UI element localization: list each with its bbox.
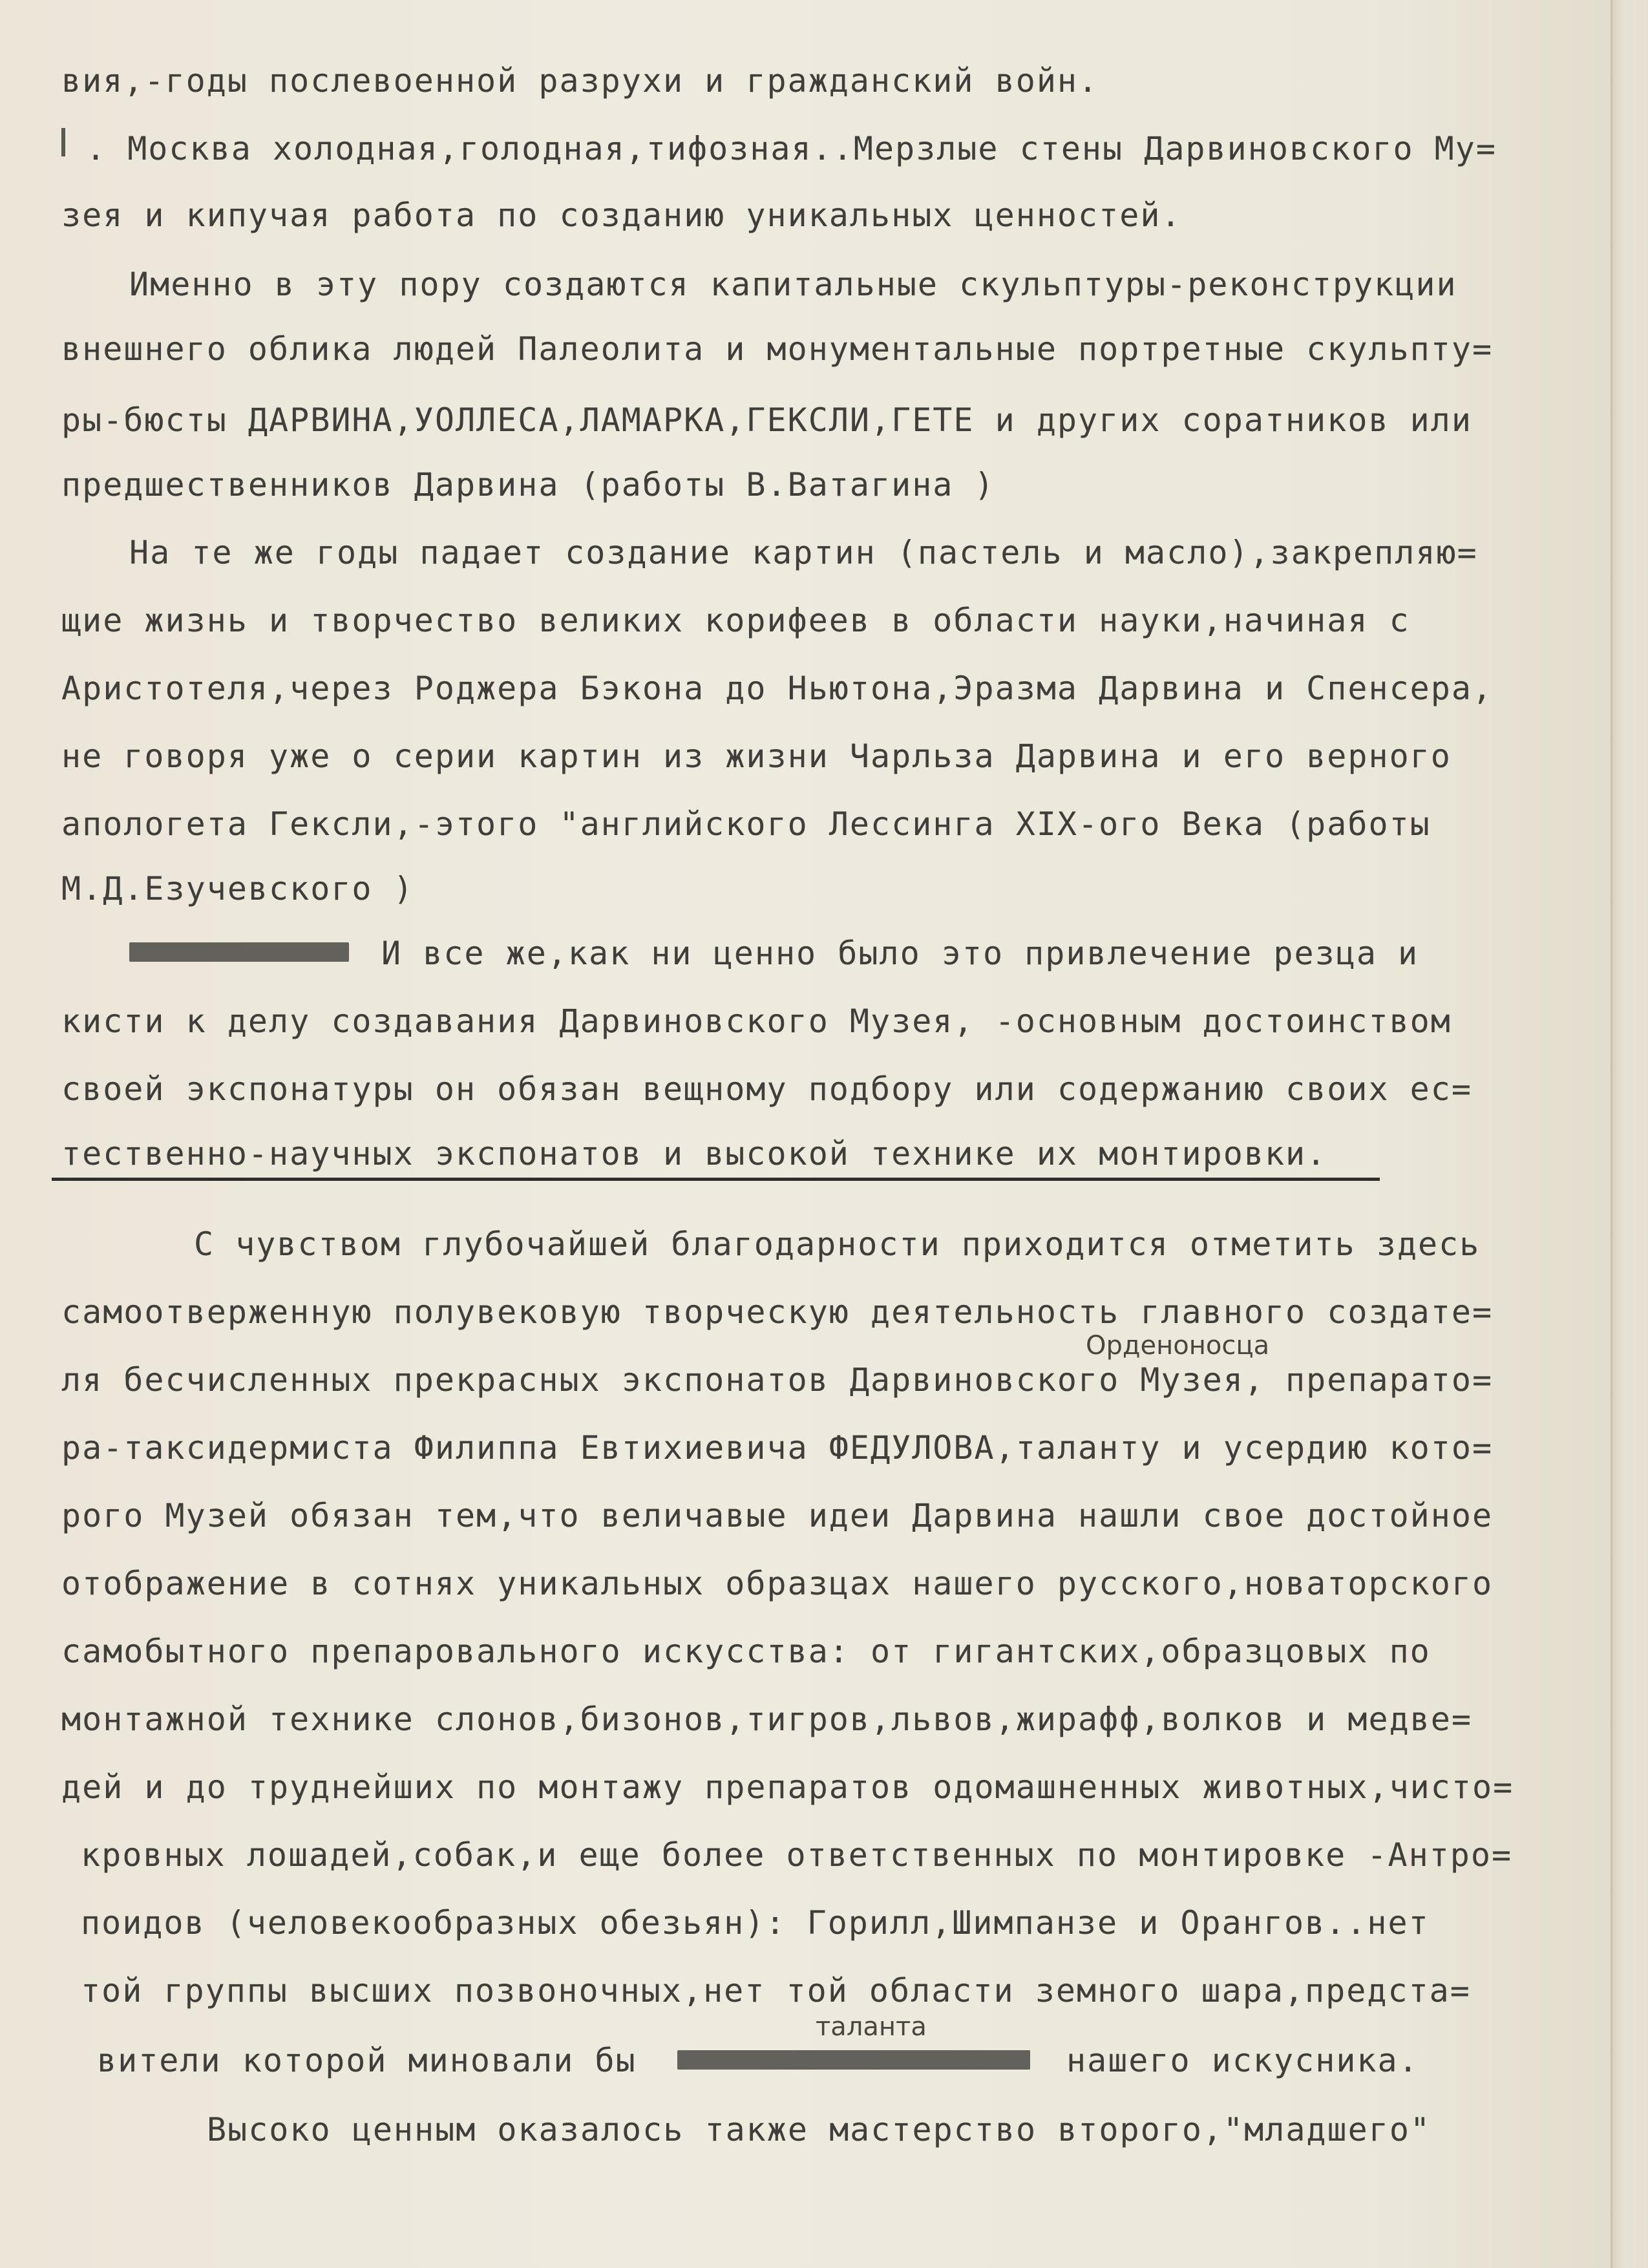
text-line-23: отображение в сотнях уникальных образцах нашего русского,новаторского — [61, 1565, 1494, 1602]
text-line-9: щие жизнь и творчество великих корифеев в области науки,начиная с — [61, 602, 1410, 639]
text-line-31: Высоко ценным оказалось также мастерство второго,"младшего" — [207, 2111, 1431, 2148]
text-line-5: внешнего облика людей Палеолита и монументальные портретные скульпту= — [61, 330, 1494, 368]
text-line-27: кровных лошадей,собак,и еще более ответственных по монтировке -Антро= — [81, 1836, 1513, 1874]
text-line-4: Именно в эту пору создаются капитальные скульптуры-реконструкции — [129, 266, 1457, 303]
text-line-26: дей и до труднейших по монтажу препаратов одомашненных животных,чисто= — [61, 1768, 1514, 1806]
text-line-30b: нашего искусника. — [1066, 2042, 1419, 2079]
text-line-10: Аристотеля,через Роджера Бэкона до Ньютона,Эразма Дарвина и Спенсера, — [61, 670, 1494, 707]
text-line-1: вия,-годы послевоенной разрухи и гражданский войн. — [61, 62, 1099, 100]
struck-out-phrase — [677, 2050, 1030, 2070]
text-line-19: самоотверженную полувековую творческую деятельность главного создате= — [61, 1293, 1494, 1331]
text-line-8: На те же годы падает создание картин (пастель и масло),закрепляю= — [129, 534, 1478, 571]
text-line-14: И все же,как ни ценно было это привлечение резца и — [381, 935, 1419, 972]
text-line-6: ры-бюсты ДАРВИНА,УОЛЛЕСА,ЛАМАРКА,ГЕКСЛИ,ГЕТЕ и других соратников или — [61, 401, 1472, 439]
text-line-2: . Москва холодная,голодная,тифозная..Мерзлые стены Дарвиновского Му= — [86, 130, 1497, 167]
text-line-18: С чувством глубочайшей благодарности приходится отметить здесь — [194, 1225, 1481, 1263]
text-line-15: кисти к делу создавания Дарвиновского Музея, -основным достоинством — [61, 1002, 1452, 1040]
text-line-17: тественно-научных экспонатов и высокой технике их монтировки. — [61, 1135, 1327, 1172]
text-line-22: рого Музей обязан тем,что величавые идеи Дарвина нашли свое достойное — [61, 1497, 1494, 1534]
text-line-29: той группы высших позвоночных,нет той области земного шара,предста= — [81, 1972, 1471, 2009]
text-line-25: монтажной технике слонов,бизонов,тигров,львов,жирафф,волков и медве= — [61, 1701, 1472, 1738]
struck-out-word — [129, 942, 349, 962]
text-line-16: своей экспонатуры он обязан вещному подбору или содержанию своих ес= — [61, 1070, 1472, 1108]
text-line-28: поидов (человекообразных обезьян): Горилл,Шимпанзе и Орангов..нет — [81, 1904, 1430, 1942]
margin-mark — [61, 128, 65, 156]
handwritten-insertion-talanta: таланта — [816, 2012, 927, 2042]
text-line-24: самобытного препаровального искусства: от гигантских,образцовых по — [61, 1633, 1431, 1670]
text-line-12: апологета Гексли,-этого "английского Лессинга XIX-ого Века (работы — [61, 805, 1431, 843]
paper-edge — [1611, 0, 1648, 2268]
text-line-3: зея и кипучая работа по созданию уникальных ценностей. — [61, 196, 1182, 234]
underline-rule — [52, 1178, 1380, 1181]
text-line-30a: вители которой миновали бы — [97, 2042, 637, 2079]
text-line-21: ра-таксидермиста Филиппа Евтихиевича ФЕДУЛОВА,таланту и усердию кото= — [61, 1429, 1494, 1467]
text-line-20: ля бесчисленных прекрасных экспонатов Дарвиновского Музея, препарато= — [61, 1361, 1494, 1399]
text-line-13: М.Д.Езучевского ) — [61, 870, 414, 907]
handwritten-insertion-ordenonosca: Орденоносца — [1086, 1331, 1270, 1361]
text-line-7: предшественников Дарвина (работы В.Ватагина ) — [61, 466, 995, 503]
text-line-11: не говоря уже о серии картин из жизни Чарльза Дарвина и его верного — [61, 737, 1452, 775]
